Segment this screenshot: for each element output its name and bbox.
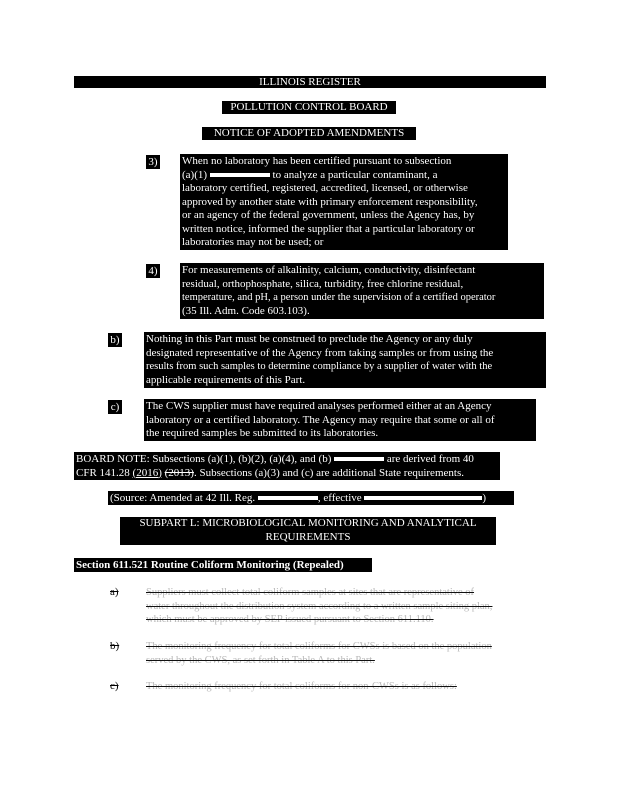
item-4-line: residual, orthophosphate, silica, turbidity, free chlorine residual, [182,277,464,290]
repealed-b-line: The monitoring frequency for total coliforms for CWSs is based on the population [146,641,492,652]
item-4-line: temperature, and pH, a person under the supervision of a certified operator [182,292,496,303]
item-label-3: 3) [146,155,160,169]
section-title-text: Section 611.521 Routine Coliform Monitoring (Repealed) [76,559,344,571]
item-b-paragraph [144,332,546,388]
board-title-text: POLLUTION CONTROL BOARD [230,101,388,113]
item-label-b: b) [108,333,122,347]
item-3-line: written notice, informed the supplier that a particular laboratory or [182,222,475,235]
board-note-text: are derived from 40 [386,453,474,465]
board-note-line-1 [76,453,498,467]
item-b-line: results from such samples to determine compliance by a supplier of water with the [146,361,493,372]
repealed-b-line: served by the CWS, as set forth in Table A to this Part. [146,654,375,666]
repealed-label-c: c) [110,680,119,692]
repealed-a-line: Suppliers must collect total coliform samples at sites that are representative of [146,587,475,598]
item-4-line: For measurements of alkalinity, calcium, conductivity, disinfectant [182,264,476,276]
board-note-line-2 [76,467,498,481]
item-3-paragraph [180,154,508,250]
source-text: , effective [317,492,362,504]
item-c-line: The CWS supplier must have required analyses performed either at an Agency [146,400,492,412]
subpart-line-2: REQUIREMENTS [265,530,351,543]
item-b-line: Nothing in this Part must be construed to preclude the Agency or any duly [146,333,473,345]
repealed-c-paragraph [146,680,457,694]
board-note-text: . Subsections (a)(3) and (c) are additional State requirements. [193,466,464,479]
board-note-cfr: CFR 141.28 [76,466,130,479]
redaction-bar [334,457,384,461]
repealed-b-paragraph [146,640,492,667]
source-note [108,491,514,505]
source-text: (Source: Amended at 42 Ill. Reg. [110,492,256,504]
item-3-line: approved by another state with primary enforcement responsibility, [182,195,478,208]
repealed-a-line: water throughout the distribution system according to a written sample siting plan, [146,600,493,612]
item-3-line-part: to analyze a particular contaminant, a [272,168,438,181]
item-3-line: laboratories may not be used; or [182,236,324,248]
register-title-text: ILLINOIS REGISTER [259,76,361,88]
board-note-deleted-year: (2013) [164,466,194,479]
item-c-line: laboratory or a certified laboratory. The Agency may require that some or all of [146,413,495,426]
item-label-c: c) [108,400,122,414]
register-title [74,76,546,88]
redaction-bar [364,496,482,500]
item-3-line [182,169,506,183]
item-4-paragraph [180,263,544,319]
repealed-label-b: b) [110,640,120,652]
section-title [74,558,372,572]
item-b-line: applicable requirements of this Part. [146,373,306,386]
board-title [222,101,396,114]
subpart-line-1: SUBPART L: MICROBIOLOGICAL MONITORING AND ANALYTICAL [139,517,477,529]
item-label-4: 4) [146,264,160,278]
notice-title-text: NOTICE OF ADOPTED AMENDMENTS [213,127,405,139]
notice-title [202,127,416,140]
item-4-line: (35 Ill. Adm. Code 603.103). [182,304,310,317]
board-note-text: BOARD NOTE: Subsections (a)(1), (b)(2), (a)(4), and (b) [76,453,332,465]
item-3-line: laboratory certified, registered, accredited, licensed, or otherwise [182,182,468,194]
board-note-added-year: (2016) [132,466,162,479]
redaction-bar [258,496,318,500]
item-c-paragraph [144,399,536,441]
redaction-bar [210,173,270,177]
item-b-line: designated representative of the Agency from taking samples or from using the [146,346,494,359]
source-text: ) [482,492,487,504]
repealed-label-a: a) [110,586,119,598]
item-c-line: the required samples be submitted to its laboratories. [146,427,379,439]
repealed-a-paragraph [146,586,492,627]
repealed-a-line: which must be approved by SEP issued pursuant to Section 611.110. [146,614,434,625]
board-note [74,452,500,480]
item-3-line: When no laboratory has been certified pursuant to subsection [182,155,452,167]
repealed-c-line: The monitoring frequency for total coliforms for non-CWSs is as follows: [146,681,457,692]
item-3-line: or an agency of the federal government, unless the Agency has, by [182,209,475,221]
subpart-heading [120,517,496,545]
item-3-line-part: (a)(1) [182,168,208,181]
